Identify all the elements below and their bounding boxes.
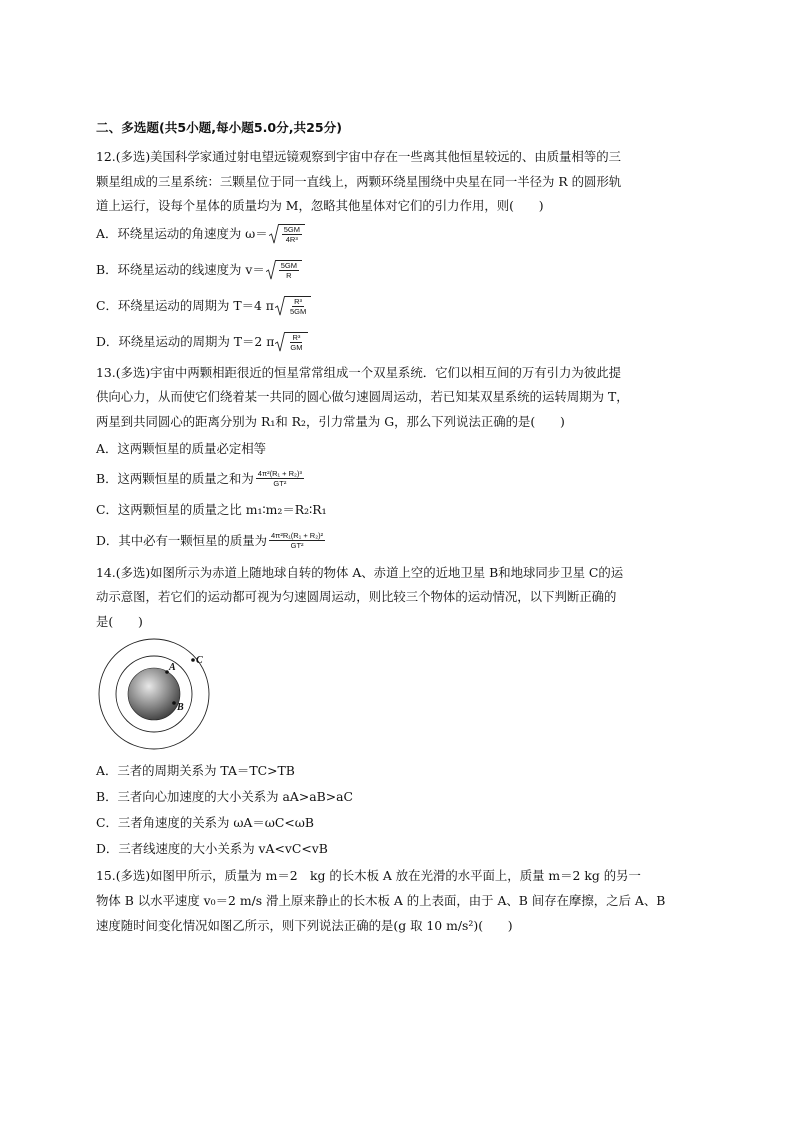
q15-stem-line-2: 物体 B 以水平速度 v₀＝2 m/s 滑上原来静止的长木板 A 的上表面，由于 A、B 间存在摩擦，之后 A、B: [96, 892, 666, 908]
q13-option-b: [96, 463, 716, 495]
q12-option-d: [96, 327, 716, 357]
fraction: $\frac{5GM}{R}$: [280, 260, 297, 280]
q15-stem-line-1: 15.(多选)如图甲所示，质量为 m＝2 kg 的长木板 A 放在光滑的水平面上，质量 m＝2 kg 的另一: [96, 868, 641, 884]
sqrt-symbol: [275, 332, 307, 352]
question-13: [96, 361, 716, 557]
q13-stem-line-3: 两星到共同圆心的距离分别为 R₁和 R₂，引力常量为 G，那么下列说法正确的是( ): [96, 413, 565, 429]
question-15: [96, 864, 716, 938]
fraction: $\frac{\text{4π²(R₁ + R₂)³}}{\text{GT²}}$: [257, 469, 302, 489]
q15-stem-line-3: 速度随时间变化情况如图乙所示，则下列说法正确的是(g 取 10 m/s²)( ): [96, 917, 513, 933]
q13-stem-line-1: 13.(多选)宇宙中两颗相距很近的恒星常常组成一个双星系统．它们以相互间的万有引力为彼此提: [96, 364, 621, 380]
orbit-diagram: [96, 636, 226, 758]
q14-option-d: D．三者线速度的大小关系为 vA<vC<vB: [96, 841, 328, 857]
point-b: [172, 702, 176, 706]
q12-stem-line-2: 颗星组成的三星系统：三颗星位于同一直线上，两颗环绕星围绕中央星在同一半径为 R 的圆形轨: [96, 173, 622, 189]
q12-option-c: [96, 291, 716, 321]
section-title: 二、多选题(共5小题,每小题5.0分,共25分): [96, 120, 342, 135]
sqrt-symbol: [275, 296, 311, 316]
exam-page: [96, 119, 716, 938]
q14-option-c: C．三者角速度的关系为 ωA＝ωC<ωB: [96, 815, 314, 831]
fraction: $\frac{5GM}{\text{4R³}}$: [283, 224, 300, 244]
q12-option-b: [96, 255, 716, 285]
question-14: [96, 561, 716, 863]
q13-option-d-label: D．其中必有一颗恒星的质量为: [96, 532, 268, 548]
label-c: C: [196, 655, 203, 667]
label-a: A: [169, 662, 176, 674]
fraction: $\frac{\text{R³}}{5GM}$: [289, 296, 307, 316]
q12-stem-line-3: 道上运行，设每个星体的质量均为 M，忽略其他星体对它们的引力作用，则( ): [96, 198, 544, 214]
q13-option-c: C．这两颗恒星的质量之比 m₁∶m₂＝R₂∶R₁: [96, 501, 327, 517]
q14-stem-line-3: 是( ): [96, 613, 143, 629]
orbit-diagram-svg: [96, 636, 226, 758]
q13-option-a: A．这两颗恒星的质量必定相等: [96, 440, 267, 456]
q14-option-b: B．三者向心加速度的大小关系为 aA>aB>aC: [96, 789, 353, 805]
q12-option-d-label: D．环绕星运动的周期为 T＝2 π: [96, 333, 275, 349]
q13-option-d: [96, 525, 716, 557]
sqrt-symbol: [269, 224, 305, 244]
q14-option-a: A．三者的周期关系为 TA＝TC>TB: [96, 763, 295, 779]
label-b: B: [177, 702, 184, 714]
q14-stem-line-1: 14.(多选)如图所示为赤道上随地球自转的物体 A、赤道上空的近地卫星 B和地球同步卫星 C的运: [96, 564, 624, 580]
earth-icon: [128, 668, 180, 720]
q12-option-a: [96, 219, 716, 249]
q13-option-b-label: B．这两颗恒星的质量之和为: [96, 470, 254, 486]
sqrt-symbol: [266, 260, 302, 280]
q12-option-b-label: B．环绕星运动的线速度为 v＝: [96, 261, 265, 277]
q12-stem-line-1: 12.(多选)美国科学家通过射电望远镜观察到宇宙中存在一些离其他恒星较远的、由质量相等的三: [96, 149, 621, 164]
fraction: $\frac{\text{4π²R₁(R₁ + R₂)²}}{\text{GT²}}$: [271, 531, 324, 551]
q12-option-a-label: A．环绕星运动的角速度为 ω＝: [96, 225, 268, 241]
question-12: [96, 145, 716, 357]
q14-stem-line-2: 动示意图，若它们的运动都可视为匀速圆周运动，则比较三个物体的运动情况，以下判断正确的: [96, 589, 617, 605]
q13-stem-line-2: 供向心力，从而使它们绕着某一共同的圆心做匀速圆周运动，若已知某双星系统的运转周期为 T，: [96, 389, 629, 405]
q12-option-c-label: C．环绕星运动的周期为 T＝4 π: [96, 297, 274, 313]
fraction: $\frac{\text{R³}}{GM}$: [290, 332, 303, 352]
point-c: [191, 659, 195, 663]
